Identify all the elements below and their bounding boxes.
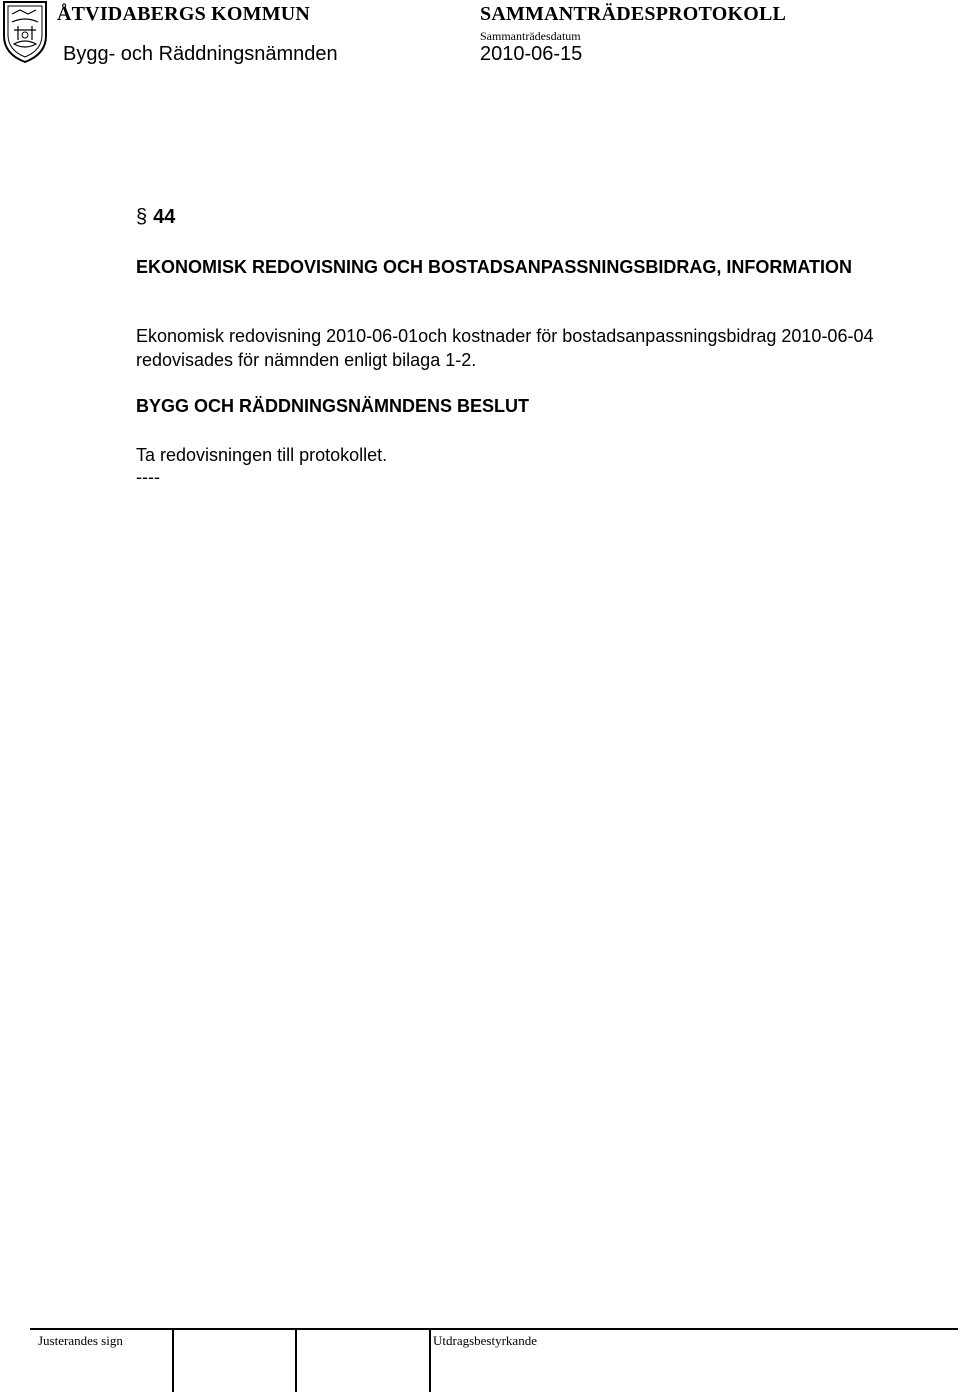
footer-sign-label: Justerandes sign <box>38 1333 123 1348</box>
section-number <box>136 206 175 229</box>
section-separator: ---- <box>136 467 160 487</box>
footer-divider <box>30 1328 958 1330</box>
date-label: Sammanträdesdatum <box>480 29 581 43</box>
section-number-value: 44 <box>153 206 176 228</box>
footer-extract-label: Utdragsbestyrkande <box>433 1333 537 1348</box>
organization-name: ÅTVIDABERGS KOMMUN <box>57 3 311 25</box>
paragraph-symbol: § <box>136 206 148 228</box>
decision-heading: BYGG OCH RÄDDNINGSNÄMNDENS BESLUT <box>136 396 530 416</box>
signature-box-divider <box>172 1330 174 1392</box>
document-type: SAMMANTRÄDESPROTOKOLL <box>480 3 787 25</box>
section-body: Ekonomisk redovisning 2010-06-01och kostnader för bostadsanpassningsbidrag 2010-06-04 redovisades för nämnden enligt bilaga 1-2. <box>136 326 874 370</box>
committee-name: Bygg- och Räddningsnämnden <box>63 43 338 65</box>
section-heading: EKONOMISK REDOVISNING OCH BOSTADSANPASSNINGSBIDRAG, INFORMATION <box>136 257 853 277</box>
decision-text: Ta redovisningen till protokollet. <box>136 445 388 465</box>
signature-box-divider <box>429 1330 431 1392</box>
signature-box-divider <box>295 1330 297 1392</box>
municipal-crest-icon <box>0 0 50 64</box>
meeting-date: 2010-06-15 <box>480 43 583 65</box>
